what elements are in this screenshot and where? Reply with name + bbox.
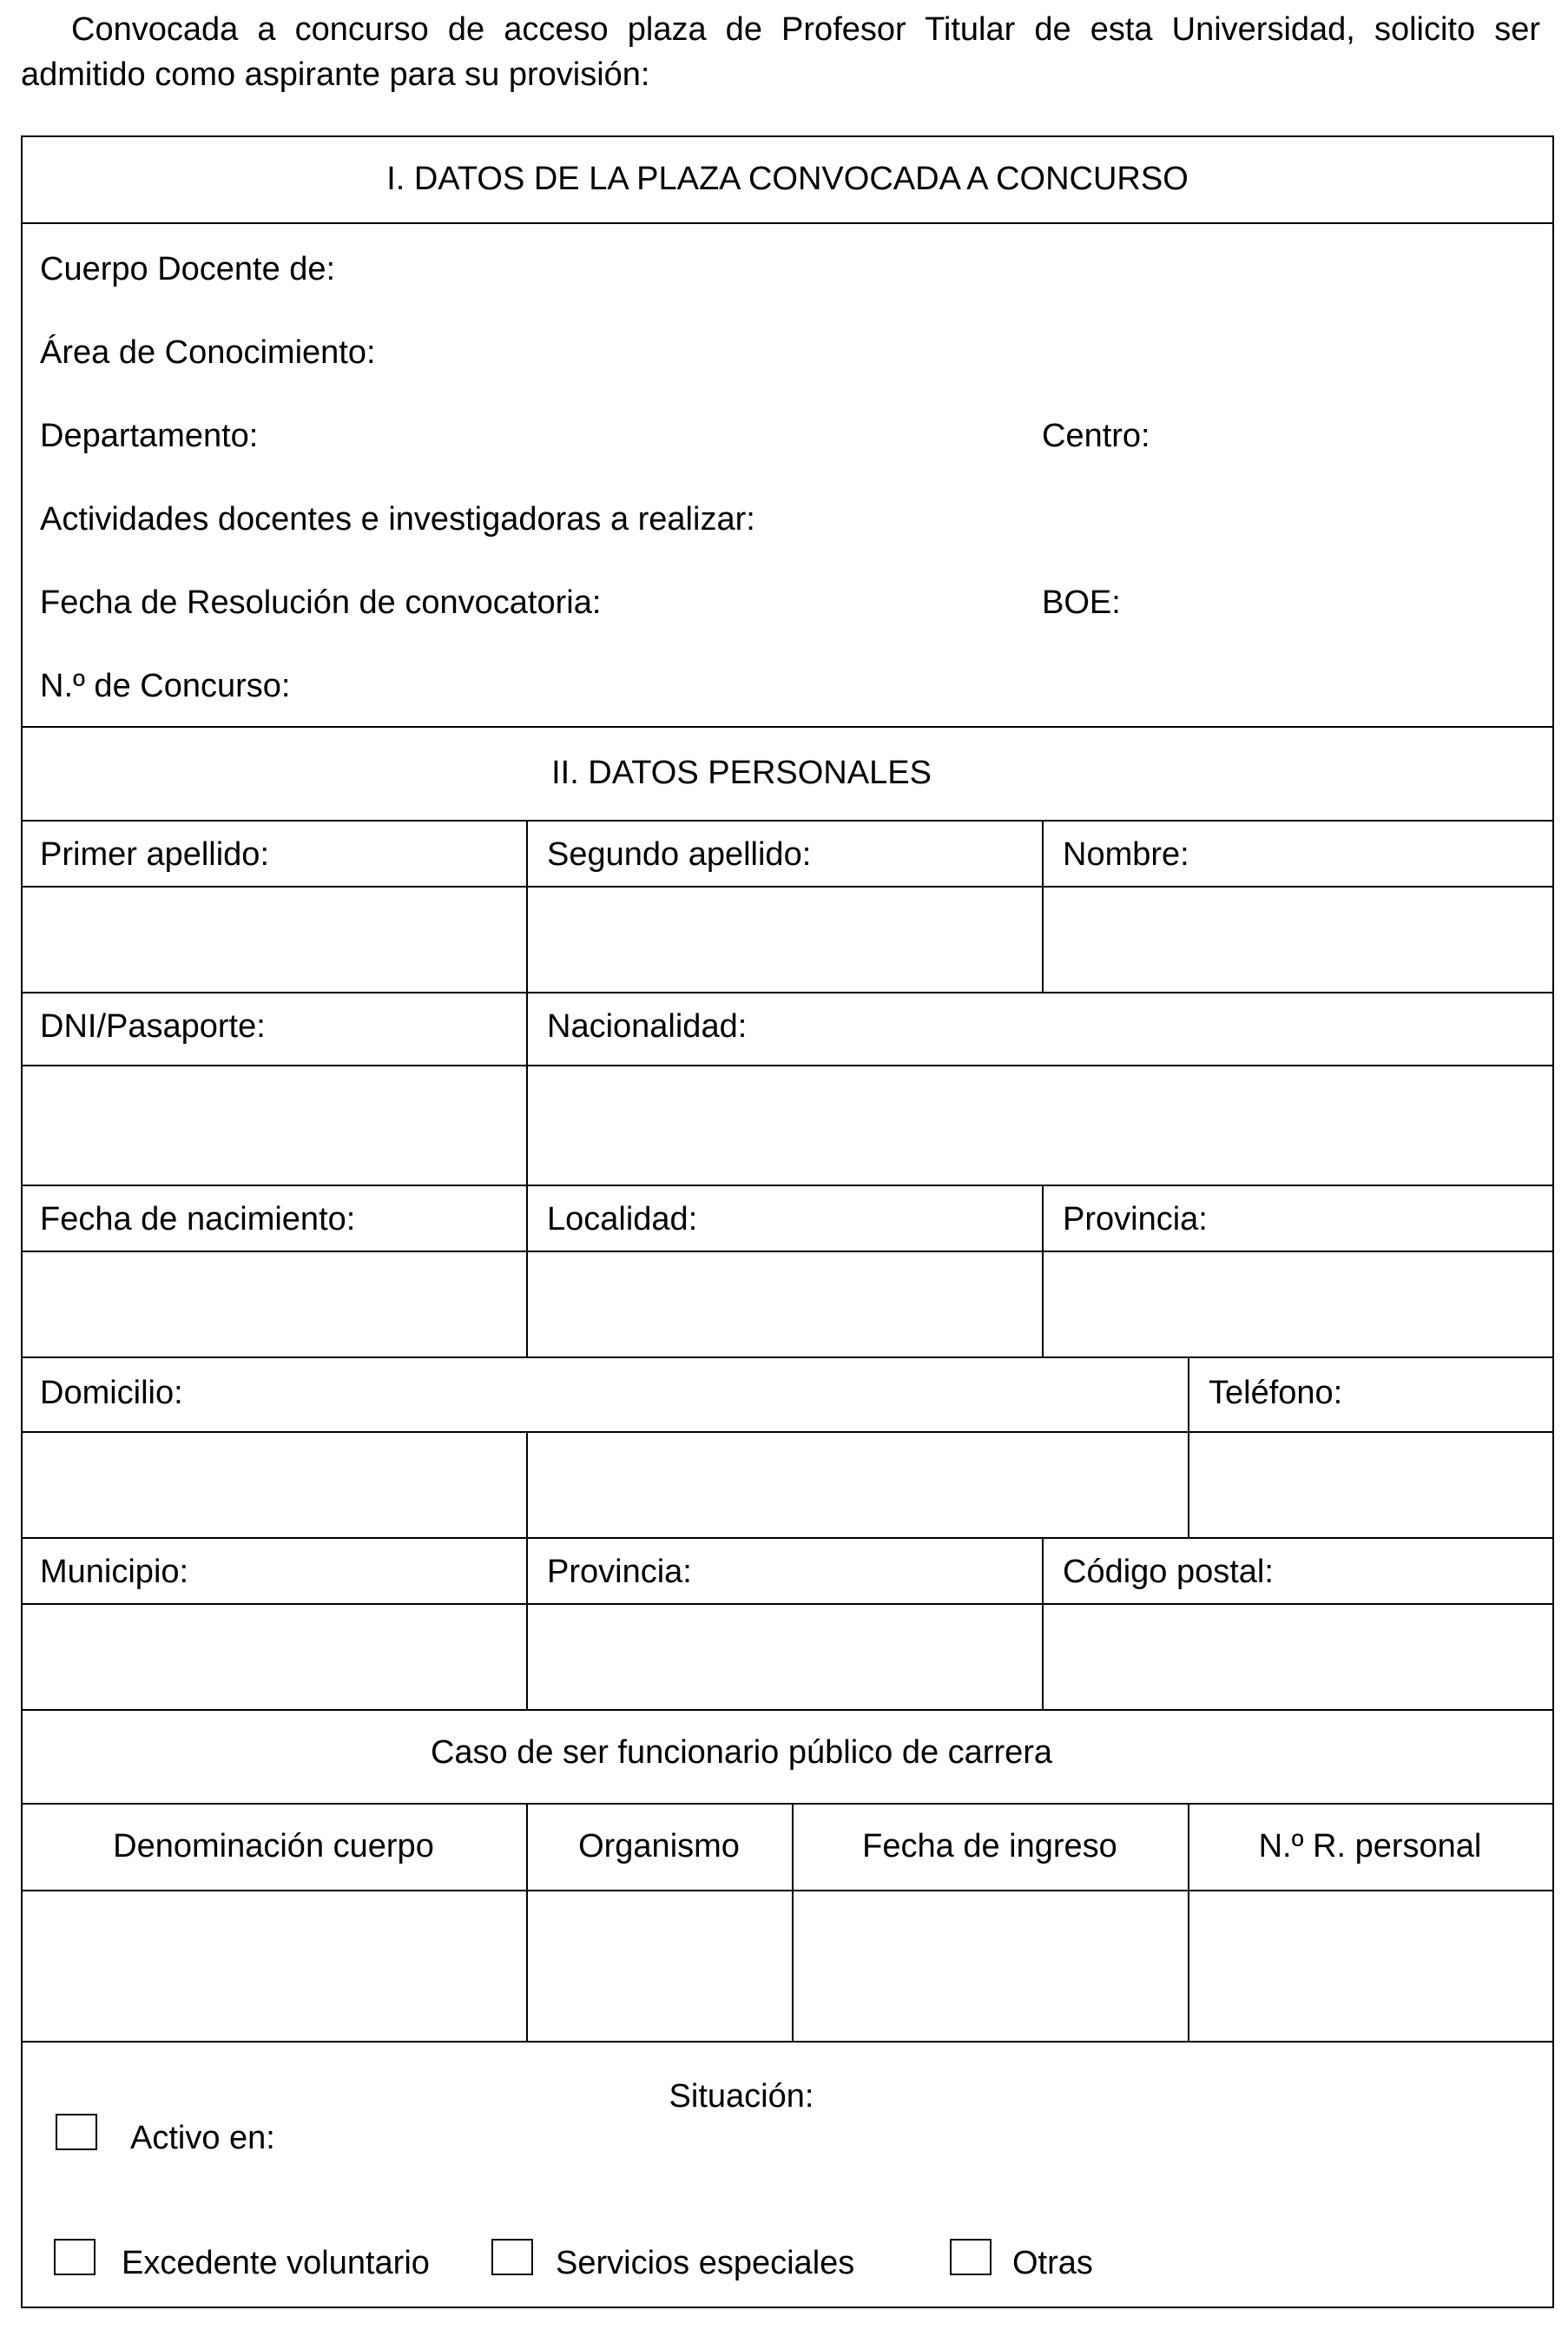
departamento-label: Departamento: <box>40 418 259 454</box>
servicios-especiales-label: Servicios especiales <box>556 2245 855 2281</box>
area-conocimiento-label: Área de Conocimiento: <box>40 334 376 371</box>
divider <box>21 886 1554 888</box>
divider <box>21 1803 1554 1805</box>
activo-checkbox[interactable] <box>56 2114 97 2150</box>
otras-label: Otras <box>1012 2245 1093 2281</box>
provincia-nacimiento-label: Provincia: <box>1063 1201 1208 1238</box>
primer-apellido-label: Primer apellido: <box>40 836 269 873</box>
fecha-resolucion-label: Fecha de Resolución de convocatoria: <box>40 584 602 621</box>
divider <box>21 1356 1554 1358</box>
column-divider <box>1042 1537 1044 1709</box>
codigo-postal-label: Código postal: <box>1063 1554 1274 1590</box>
municipio-label: Municipio: <box>40 1554 189 1590</box>
segundo-apellido-label: Segundo apellido: <box>547 836 812 873</box>
column-divider <box>526 1537 528 1709</box>
intro-paragraph: Convocada a concurso de acceso plaza de Profesor Titular de esta Universidad, solicito ser admitido como aspirante para su provisión: <box>21 11 1540 93</box>
divider <box>21 820 1554 822</box>
column-divider <box>1042 1185 1044 1356</box>
dni-label: DNI/Pasaporte: <box>40 1008 266 1045</box>
telefono-label: Teléfono: <box>1209 1375 1343 1411</box>
domicilio-label: Domicilio: <box>40 1375 183 1411</box>
nacionalidad-label: Nacionalidad: <box>547 1008 748 1045</box>
nombre-label: Nombre: <box>1063 836 1189 873</box>
otras-checkbox[interactable] <box>950 2239 992 2275</box>
denominacion-cuerpo-header: Denominación cuerpo <box>113 1828 434 1864</box>
boe-label: BOE: <box>1042 584 1121 621</box>
column-divider <box>526 1431 528 1537</box>
provincia-domicilio-label: Provincia: <box>547 1554 692 1590</box>
situacion-title: Situación: <box>669 2078 814 2115</box>
divider <box>21 1537 1554 1539</box>
divider <box>21 2041 1554 2043</box>
section1-title: I. DATOS DE LA PLAZA CONVOCADA A CONCURSO <box>386 161 1189 197</box>
divider <box>21 1185 1554 1186</box>
fecha-nacimiento-label: Fecha de nacimiento: <box>40 1201 356 1238</box>
column-divider <box>1188 1356 1189 1537</box>
divider <box>21 1431 1554 1433</box>
servicios-especiales-checkbox[interactable] <box>491 2239 533 2275</box>
activo-label: Activo en: <box>130 2120 275 2156</box>
divider <box>21 1890 1554 1891</box>
centro-label: Centro: <box>1042 418 1150 454</box>
divider <box>21 1709 1554 1711</box>
actividades-label: Actividades docentes e investigadoras a realizar: <box>40 501 755 538</box>
divider <box>21 1065 1554 1066</box>
divider <box>21 222 1554 224</box>
num-concurso-label: N.º de Concurso: <box>40 668 291 704</box>
cuerpo-docente-label: Cuerpo Docente de: <box>40 251 336 287</box>
divider <box>21 1603 1554 1605</box>
excedente-checkbox[interactable] <box>54 2239 96 2275</box>
column-divider <box>1042 820 1044 992</box>
divider <box>21 992 1554 993</box>
divider <box>21 1251 1554 1252</box>
excedente-label: Excedente voluntario <box>122 2245 430 2281</box>
fecha-ingreso-header: Fecha de ingreso <box>862 1828 1117 1864</box>
funcionario-title: Caso de ser funcionario público de carrera <box>430 1734 1053 1771</box>
divider <box>21 726 1554 728</box>
section2-title: II. DATOS PERSONALES <box>551 755 932 791</box>
localidad-label: Localidad: <box>547 1201 698 1238</box>
column-divider <box>526 1185 528 1356</box>
num-registro-personal-header: N.º R. personal <box>1258 1828 1482 1864</box>
organismo-header: Organismo <box>578 1828 740 1864</box>
